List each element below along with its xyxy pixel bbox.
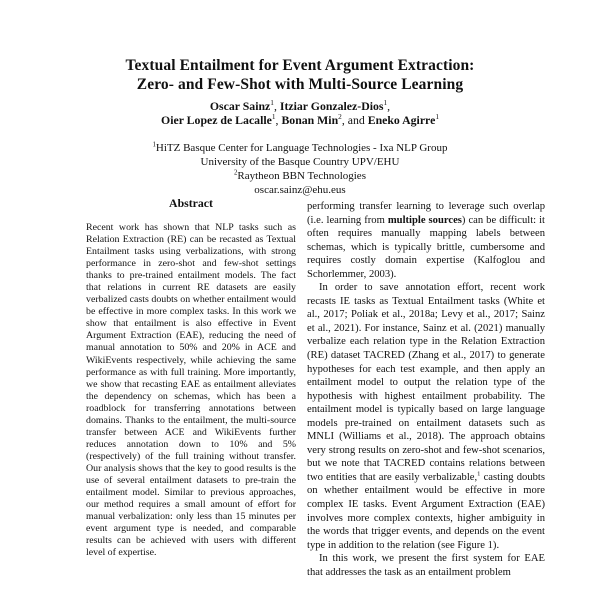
authors-block xyxy=(0,100,600,128)
paper-title xyxy=(0,57,600,94)
abstract-text: Recent work has shown that NLP tasks such as Relation Extraction (RE) can be recasted as Textual Entailment tasks using verbalizations, with strong performance in zero-shot and few-shot settings thanks to pre-trained entailment models. The fact that relations in current RE datasets are easily verbalized casts doubts on whether entailment would be effective in more complex tasks. In this work we show that entailment is also effective in Event Argument Extraction (EAE), reducing the need of manual annotation to 50% and 20% in ACE and WikiEvents respectively, while achieving the same performance as with full training. More importantly, we show that recasting EAE as entailment alleviates the dependency on schemas, which has been a roadblock for transferring annotations between domains. Thanks to the entailment, the multi-source transfer between ACE and WikiEvents further reduces annotation down to 10% and 5% (respectively) of the full training without transfer. Our analysis shows that the key to good results is the use of several entailment datasets to pre-train the entailment model. Similar to previous approaches, our method requires a small amount of effort for manual verbalization: only less than 15 minutes per event argument type is needed, and comparable results can be achieved with users with different level of expertise. xyxy=(86,222,296,559)
right-column-introduction xyxy=(307,200,545,579)
intro-paragraph-2: In order to save annotation effort, recent work recasts IE tasks as Textual Entailment tasks (White et al., 2017; Poliak et al., 2018a; Levy et al., 2017; Sainz et al., 2021). For instance, Sainz et al. (2021) manually verbalize each relation type in the Relation Extraction (RE) dataset TACRED (Zhang et al., 2017) to generate hypotheses for each test example, and then apply an entailment model to output the relation type of the hypothesis with highest entailment probability. The entailment model is typically based on large language models pre-trained on entailment datasets such as MNLI (Williams et al., 2018). The approach obtains very strong results on zero-shot and few-shot scenarios, but we note that TACRED contains relations between two entities that are easily verbalizable,$^1$ casting doubts on whether entailment would be effective in more complex IE tasks. Event Argument Extraction (EAE) involves more complex contexts, higher ambiguity in the words that trigger events, and depends on the event type in addition to the relation (see Figure 1). xyxy=(307,282,545,551)
affiliation-line-2: University of the Basque Country UPV/EHU xyxy=(200,155,400,168)
affiliations-block xyxy=(0,141,600,197)
paper-title-line-2: Zero- and Few-Shot with Multi-Source Learning xyxy=(136,75,464,93)
paper-header xyxy=(0,57,600,197)
contact-email: oscar.sainz@ehu.eus xyxy=(254,183,346,196)
affiliation-line-1: $^1$HiTZ Basque Center for Language Technologies - Ixa NLP Group xyxy=(152,140,448,154)
author-line-1: Oscar Sainz$^1$, Itziar Gonzalez-Dios$^1$, xyxy=(209,98,391,113)
intro-paragraph-1: performing transfer learning to leverage such overlap (i.e. learning from multiple sources) can be difficult: it often requires manually mapping labels between schemas, which is typically brittle, cumbersome and requires costly domain expertise (Kalfoglou and Schorlemmer, 2003). xyxy=(307,201,545,280)
left-column-abstract xyxy=(86,196,296,559)
intro-paragraph-3: In this work, we present the first system for EAE that addresses the task as an entailment problem xyxy=(307,553,545,578)
paper-title-line-1: Textual Entailment for Event Argument Extraction: xyxy=(125,57,475,74)
author-line-2: Oier Lopez de Lacalle$^1$, Bonan Min$^2$, and Eneko Agirre$^1$ xyxy=(161,111,439,127)
abstract-heading: Abstract xyxy=(169,196,213,210)
affiliation-line-3: $^2$Raytheon BBN Technologies xyxy=(234,168,366,182)
